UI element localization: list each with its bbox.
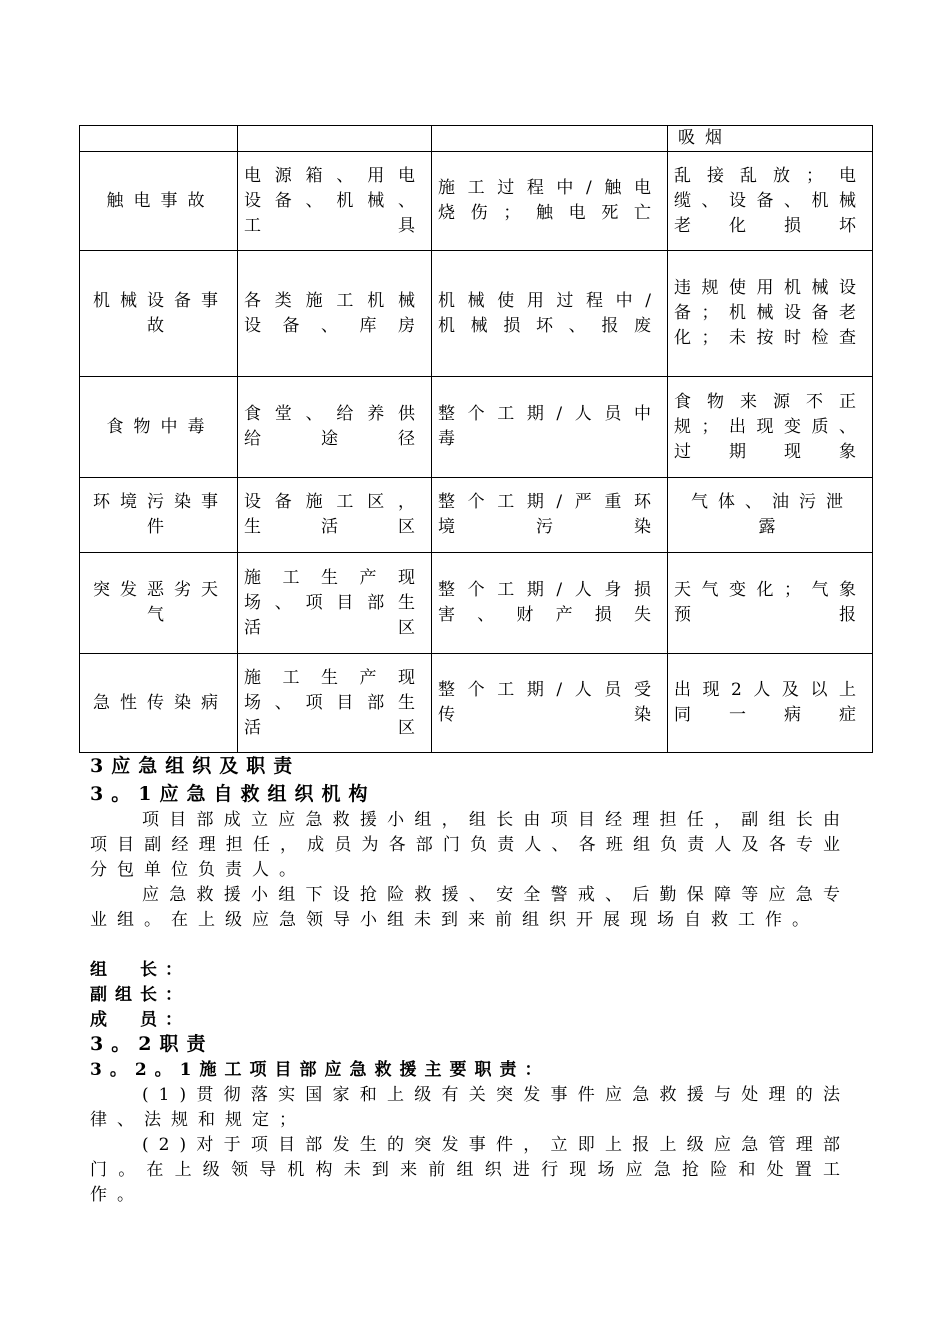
duty-item-1: (1)贯彻落实国家和上级有关突发事件应急救援与处理的法律、法规和规定； xyxy=(90,1085,850,1130)
section-3-heading: 3应急组织及职责 xyxy=(90,755,301,777)
consequence-cell: 施工过程中/触电烧伤；触电死亡 xyxy=(432,152,668,251)
table-row xyxy=(80,126,873,152)
section-3-2-heading: 3。2职责 xyxy=(90,1033,214,1055)
duty-item-2: (2)对于项目部发生的突发事件，立即上报上级应急管理部门。在上级领导机构未到来前组织进行现场应急抢险和处置工作。 xyxy=(90,1135,850,1205)
place-cell: 电源箱、用电设备、机械、工具 xyxy=(238,152,432,251)
cause-cell: 食物来源不正规；出现变质、过期现象 xyxy=(668,377,873,478)
consequence-cell xyxy=(432,126,668,152)
table-row xyxy=(80,654,873,753)
accident-type-cell xyxy=(80,126,238,152)
consequence-cell: 机械使用过程中/机械损坏、报废 xyxy=(432,251,668,377)
section-3-1-heading: 3。1应急自救组织机构 xyxy=(90,783,376,805)
cause-cell: 气体、油污泄露 xyxy=(668,478,873,553)
paragraph-subgroups: 应急救援小组下设抢险救援、安全警戒、后勤保障等应急专业组。在上级应急领导小组未到来前组织开展现场自救工作。 xyxy=(90,885,850,930)
place-cell: 施工生产现场、项目部生活区 xyxy=(238,553,432,654)
accident-type-cell: 急性传染病 xyxy=(80,654,238,753)
vice-leader-label: 副组长： xyxy=(90,985,190,1005)
place-cell: 施工生产现场、项目部生活区 xyxy=(238,654,432,753)
accident-type-cell: 触电事故 xyxy=(80,152,238,251)
cause-cell: 吸烟 xyxy=(668,126,873,152)
table-row xyxy=(80,251,873,377)
accident-type-cell: 食物中毒 xyxy=(80,377,238,478)
cause-cell: 天气变化；气象预报 xyxy=(668,553,873,654)
place-cell: 食堂、给养供给途径 xyxy=(238,377,432,478)
members-label: 成 员： xyxy=(90,1010,190,1030)
accident-type-cell: 环境污染事件 xyxy=(80,478,238,553)
consequence-cell: 整个工期/严重环境污染 xyxy=(432,478,668,553)
place-cell: 设备施工区，生活区 xyxy=(238,478,432,553)
cause-cell: 乱接乱放；电缆、设备、机械老化损坏 xyxy=(668,152,873,251)
consequence-cell: 整个工期/人身损害、财产损失 xyxy=(432,553,668,654)
cause-cell: 违规使用机械设备；机械设备老化；未按时检查 xyxy=(668,251,873,377)
accident-type-cell: 突发恶劣天气 xyxy=(80,553,238,654)
section-3-2-1-heading: 3。2。1施工项目部应急救援主要职责： xyxy=(90,1060,550,1080)
risk-table xyxy=(79,125,873,753)
place-cell: 各类施工机械设备、库房 xyxy=(238,251,432,377)
consequence-cell: 整个工期/人员受传染 xyxy=(432,654,668,753)
accident-type-cell: 机械设备事故 xyxy=(80,251,238,377)
table-row xyxy=(80,377,873,478)
place-cell xyxy=(238,126,432,152)
table-row xyxy=(80,478,873,553)
leader-label: 组 长： xyxy=(90,960,190,980)
consequence-cell: 整个工期/人员中毒 xyxy=(432,377,668,478)
table-row xyxy=(80,553,873,654)
table-row xyxy=(80,152,873,251)
paragraph-team: 项目部成立应急救援小组，组长由项目经理担任，副组长由项目副经理担任，成员为各部门负责人、各班组负责人及各专业分包单位负责人。 xyxy=(90,810,850,880)
cause-cell: 出现2人及以上同一病症 xyxy=(668,654,873,753)
